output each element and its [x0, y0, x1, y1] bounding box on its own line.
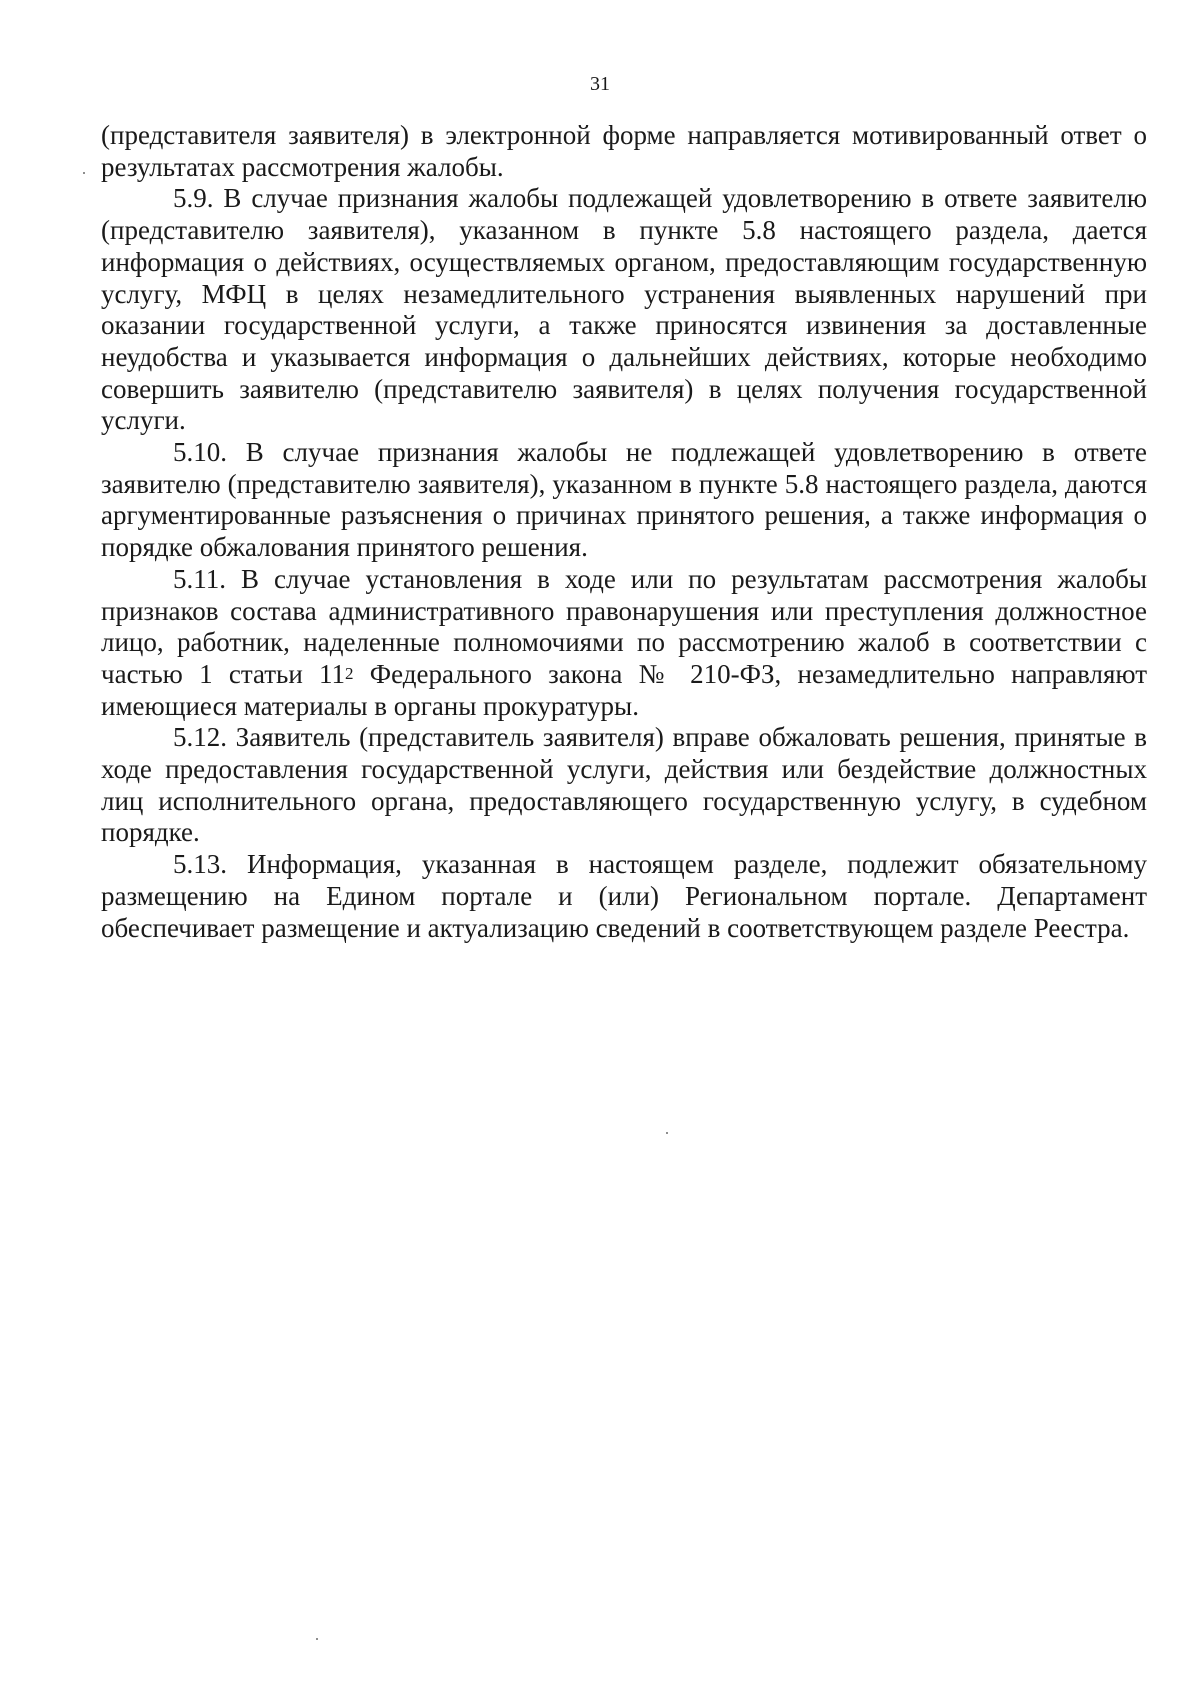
paragraph-5-9: 5.9. В случае признания жалобы подлежащей удовлетворению в ответе заявителю (представителю заявителя), указанном в пункте 5.8 настоящего раздела, дается информация о действиях, осуществляемых органом, предоставляющим государственную услугу, МФЦ в целях незамедлительного устранения выявленных нарушений при оказании государственной услуги, а также приносятся извинения за доставленные неудобства и указывается информация о дальнейших действиях, которые необходимо совершить заявителю (представителю заявителя) в целях получения государственной услуги.: [101, 183, 1147, 436]
paragraph-5-12: 5.12. Заявитель (представитель заявителя) вправе обжаловать решения, принятые в ходе предоставления государственной услуги, действия или бездействие должностных лиц исполнительного органа, предоставляющего государственную услугу, в судебном порядке.: [101, 722, 1147, 848]
paragraph-5-13: 5.13. Информация, указанная в настоящем разделе, подлежит обязательному размещению на Едином портале и (или) Региональном портале. Департамент обеспечивает размещение и актуализацию сведений в соответствующем разделе Реестра.: [101, 849, 1147, 943]
page-number: 31: [590, 73, 610, 95]
scan-speck: [666, 1132, 668, 1134]
paragraph-5-11-text-end: Федерального закона № 210-ФЗ, незамедлительно направляют имеющиеся материалы в органы прокуратуры.: [101, 658, 1147, 721]
scan-speck: [316, 1638, 318, 1640]
paragraph-5-10: 5.10. В случае признания жалобы не подлежащей удовлетворению в ответе заявителю (представителю заявителя), указанном в пункте 5.8 настоящего раздела, даются аргументированные разъяснения о причинах принятого решения, а также информация о порядке обжалования принятого решения.: [101, 437, 1147, 563]
article-number-superscript: 2: [345, 663, 354, 683]
paragraph-5-11-text-start: 5.11. В случае установления в ходе или по результатам рассмотрения жалобы признаков состава административного правонарушения или преступления должностное лицо, работник, наделенные полномочиями по рассмотрению жалоб в соответствии с частью 1 статьи: [101, 563, 1147, 689]
article-number-base: 11: [319, 658, 346, 689]
paragraph-continuation: (представителя заявителя) в электронной форме направляется мотивированный ответ о результатах рассмотрения жалобы.: [101, 120, 1147, 182]
paragraph-5-11: [101, 564, 1147, 723]
article-number: [319, 659, 354, 689]
document-body: [101, 120, 1147, 944]
scan-speck: [83, 172, 85, 174]
